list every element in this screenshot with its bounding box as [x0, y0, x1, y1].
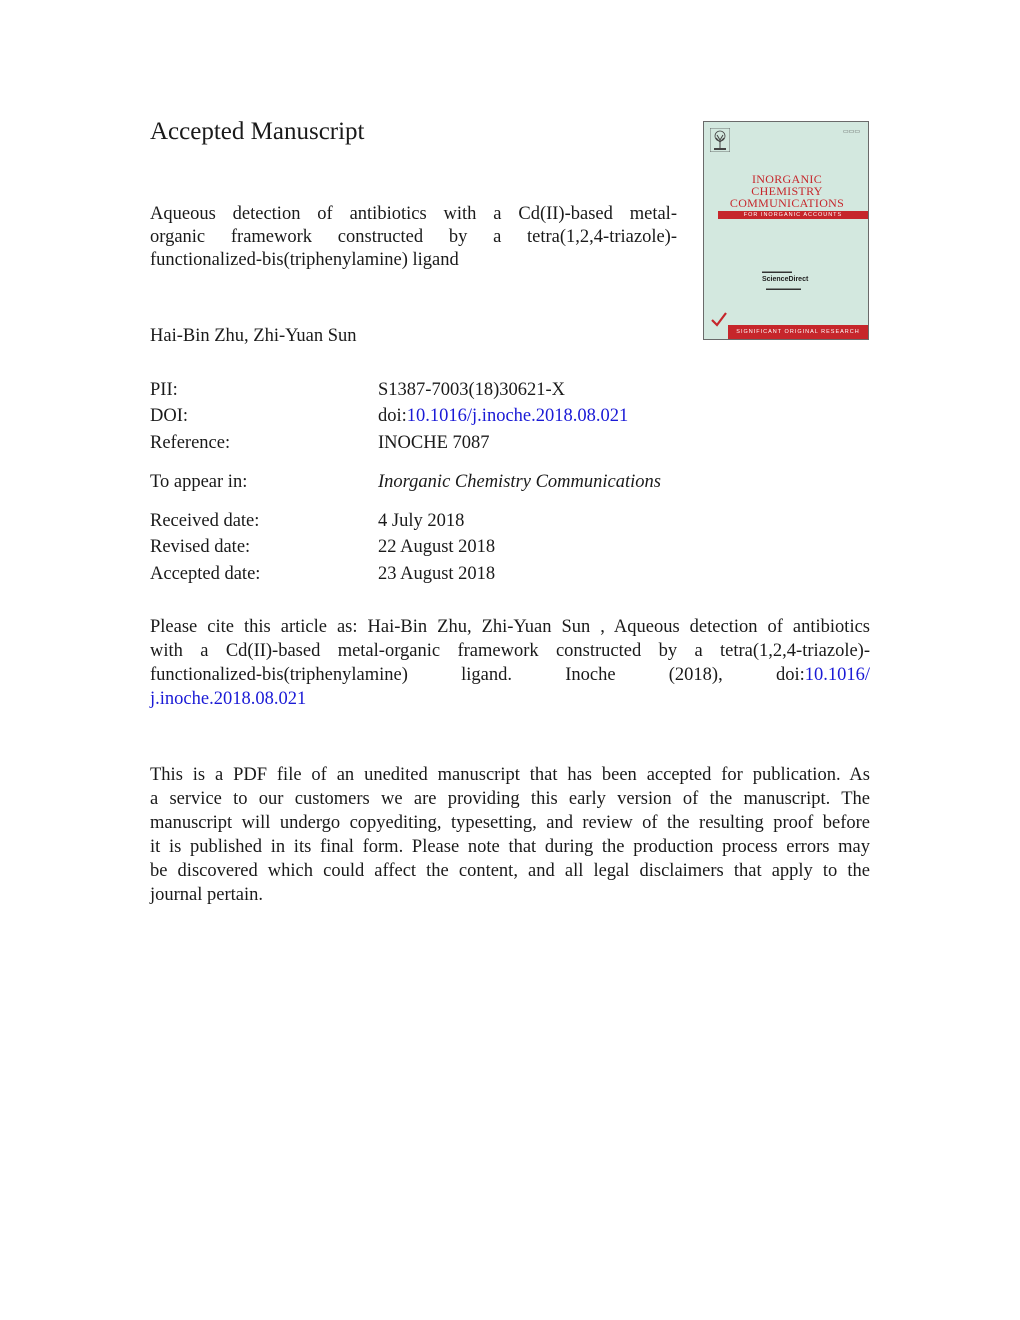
- pii-value: S1387-7003(18)30621-X: [378, 380, 566, 400]
- appear-label: To appear in:: [150, 472, 248, 492]
- citation-doi-link-cont[interactable]: j.inoche.2018.08.021: [150, 689, 307, 709]
- cover-small-text: ▬▬▬▬▬▬: [762, 269, 792, 275]
- title-line: functionalized-bis(triphenylamine) ligand: [150, 250, 459, 270]
- cover-footer-band: SIGNIFICANT ORIGINAL RESEARCH: [728, 325, 868, 339]
- revised-label: Revised date:: [150, 537, 251, 557]
- citation-paragraph: [150, 615, 870, 711]
- cover-small-text: ▬▬▬▬▬▬▬: [766, 286, 801, 292]
- reference-label: Reference:: [150, 433, 231, 453]
- cover-journal-title: COMMUNICATIONS: [729, 196, 845, 210]
- accepted-label: Accepted date:: [150, 564, 261, 584]
- title-line: organic framework constructed by a tetra(1,2,4-triazole)-: [150, 227, 677, 247]
- authors: Hai-Bin Zhu, Zhi-Yuan Sun: [150, 326, 357, 346]
- cover-journal-title: CHEMISTRY: [751, 184, 823, 198]
- journal-cover-image: [703, 121, 869, 340]
- accepted-value: 23 August 2018: [378, 564, 496, 584]
- cover-journal-title: INORGANIC: [751, 172, 823, 186]
- disclaimer-paragraph: [150, 763, 870, 907]
- disclaimer-line: This is a PDF file of an unedited manuscript that has been accepted for publication. As: [150, 765, 870, 785]
- disclaimer-line: be discovered which could affect the content, and all legal disclaimers that apply to the: [150, 861, 870, 881]
- pii-label: PII:: [150, 380, 178, 400]
- article-title: [150, 203, 677, 272]
- doi-link[interactable]: 10.1016/j.inoche.2018.08.021: [406, 406, 629, 426]
- page-heading: Accepted Manuscript: [150, 118, 365, 145]
- elsevier-tree-icon: [710, 128, 730, 152]
- sciencedirect-logo: ScienceDirect: [762, 276, 809, 283]
- disclaimer-line: manuscript will undergo copyediting, typesetting, and review of the resulting proof before: [150, 813, 870, 833]
- disclaimer-line: journal pertain.: [150, 885, 264, 905]
- doi-label: DOI:: [150, 406, 189, 426]
- citation-text: functionalized-bis(triphenylamine) ligand. Inoche (2018), doi:: [150, 665, 805, 685]
- doi-prefix: doi:: [378, 406, 407, 426]
- cover-issn: ▭▭▭: [842, 129, 860, 135]
- received-value: 4 July 2018: [378, 511, 465, 531]
- checkmark-icon: [710, 310, 728, 328]
- citation-doi-link[interactable]: 10.1016/: [804, 665, 870, 685]
- citation-line: Please cite this article as: Hai-Bin Zhu, Zhi-Yuan Sun , Aqueous detection of antibiotics: [150, 617, 870, 637]
- citation-line: [150, 687, 870, 711]
- cover-band: FOR INORGANIC ACCOUNTS: [718, 211, 868, 219]
- disclaimer-line: it is published in its final form. Please note that during the production process errors may: [150, 837, 870, 857]
- title-line: Aqueous detection of antibiotics with a Cd(II)-based metal-: [150, 204, 677, 224]
- disclaimer-line: a service to our customers we are providing this early version of the manuscript. The: [150, 789, 870, 809]
- doi-value: [378, 406, 628, 427]
- revised-value: 22 August 2018: [378, 537, 496, 557]
- reference-value: INOCHE 7087: [378, 433, 490, 453]
- journal-name: Inorganic Chemistry Communications: [378, 472, 661, 492]
- received-label: Received date:: [150, 511, 260, 531]
- citation-line: [150, 663, 870, 687]
- citation-line: with a Cd(II)-based metal-organic framework constructed by a tetra(1,2,4-triazole)-: [150, 641, 870, 661]
